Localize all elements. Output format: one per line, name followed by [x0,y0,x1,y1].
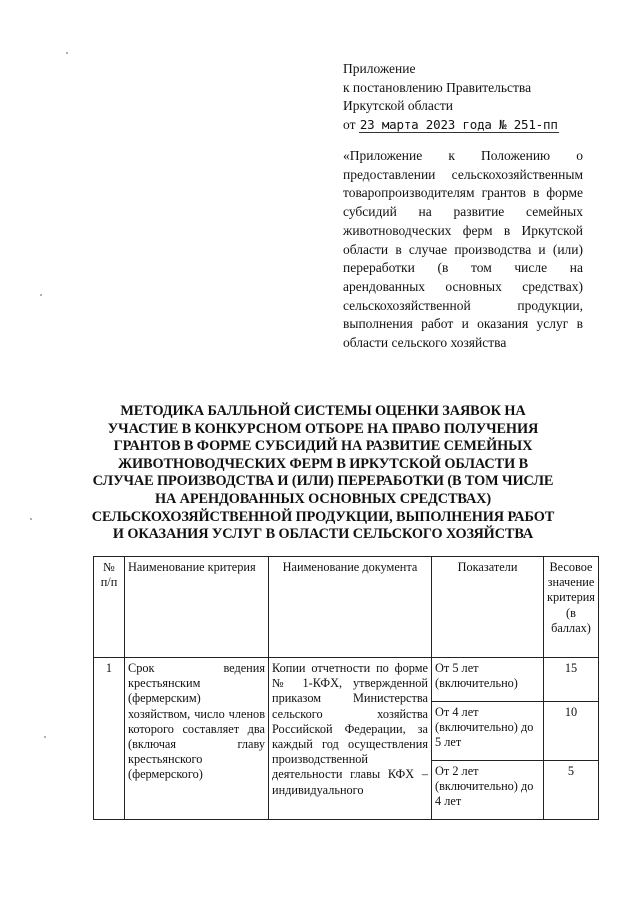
appendix-date-line [343,116,583,135]
header-document: Наименование документа [269,557,432,658]
scan-mark [30,518,32,520]
indicator-cell: От 4 лет (включительно) до 5 лет [432,702,544,761]
criterion-cell: Срок ведения крестьянским (фермерским) хозяйством, число членов которого составляет два (включая главу крестьянского (фермерского) [125,658,269,820]
row-number: 1 [94,658,125,820]
criteria-table [93,556,599,820]
appendix-header-line: Приложение [343,61,416,76]
scan-mark [44,736,46,738]
appendix-header-line: к постановлению Правительства [343,79,532,95]
title-line: СЕЛЬСКОХОЗЯЙСТВЕННОЙ ПРОДУКЦИИ, ВЫПОЛНЕНИЯ РАБОТ [91,508,555,525]
weight-cell: 10 [544,702,599,761]
title-line: УЧАСТИЕ В КОНКУРСНОМ ОТБОРЕ НА ПРАВО ПОЛУЧЕНИЯ [107,420,539,437]
title-line: И ОКАЗАНИЯ УСЛУГ В ОБЛАСТИ СЕЛЬСКОГО ХОЗЯЙСТВА [112,526,534,543]
appendix-reference [343,147,583,353]
title-line: МЕТОДИКА БАЛЛЬНОЙ СИСТЕМЫ ОЦЕНКИ ЗАЯВОК НА [120,403,526,419]
appendix-header [343,60,583,134]
from-prefix: от [343,116,356,132]
appendix-header-line: Иркутской области [343,98,454,113]
document-title [90,403,556,544]
scan-mark [66,52,68,54]
handwritten-date-number: 23 марта 2023 года № 251-пп [359,116,558,132]
header-weight: Весовое значение критерия (в баллах) [544,557,599,658]
title-line: НА АРЕНДОВАННЫХ ОСНОВНЫХ СРЕДСТВАХ) [154,490,492,507]
table-header-row [94,557,599,658]
header-criterion: Наименование критерия [125,557,269,658]
title-line: ЖИВОТНОВОДЧЕСКИХ ФЕРМ В ИРКУТСКОЙ ОБЛАСТИ В [117,455,529,472]
weight-cell: 15 [544,658,599,702]
weight-cell: 5 [544,761,599,820]
table-row [94,658,599,702]
title-line: ГРАНТОВ В ФОРМЕ СУБСИДИЙ НА РАЗВИТИЕ СЕМЕЙНЫХ [113,438,533,455]
header-indicators: Показатели [432,557,544,658]
indicator-cell: От 2 лет (включительно) до 4 лет [432,761,544,820]
title-line: СЛУЧАЕ ПРОИЗВОДСТВА И (ИЛИ) ПЕРЕРАБОТКИ (В ТОМ ЧИСЛЕ [92,473,554,490]
scan-mark [40,294,42,296]
indicator-cell: От 5 лет (включительно) [432,658,544,702]
header-num: № п/п [94,557,125,658]
appendix-reference-text: «Приложение к Положению о предоставлении сельскохозяйственным товаропроизводителям грантов в форме субсидий на развитие семейных животноводческих ферм в Иркутской области в случае производства и (или) переработки (в том числе на арендованных основных средствах) сельскохозяйственной продукции, выполнения работ и оказания услуг в области сельского хозяйства [343,148,583,351]
document-cell: Копии отчетности по форме № 1-КФХ, утвержденной приказом Министерства сельского хозяйства Российской Федерации, за каждый год осуществления производственной деятельности главы КФХ – индивидуального [269,658,432,820]
